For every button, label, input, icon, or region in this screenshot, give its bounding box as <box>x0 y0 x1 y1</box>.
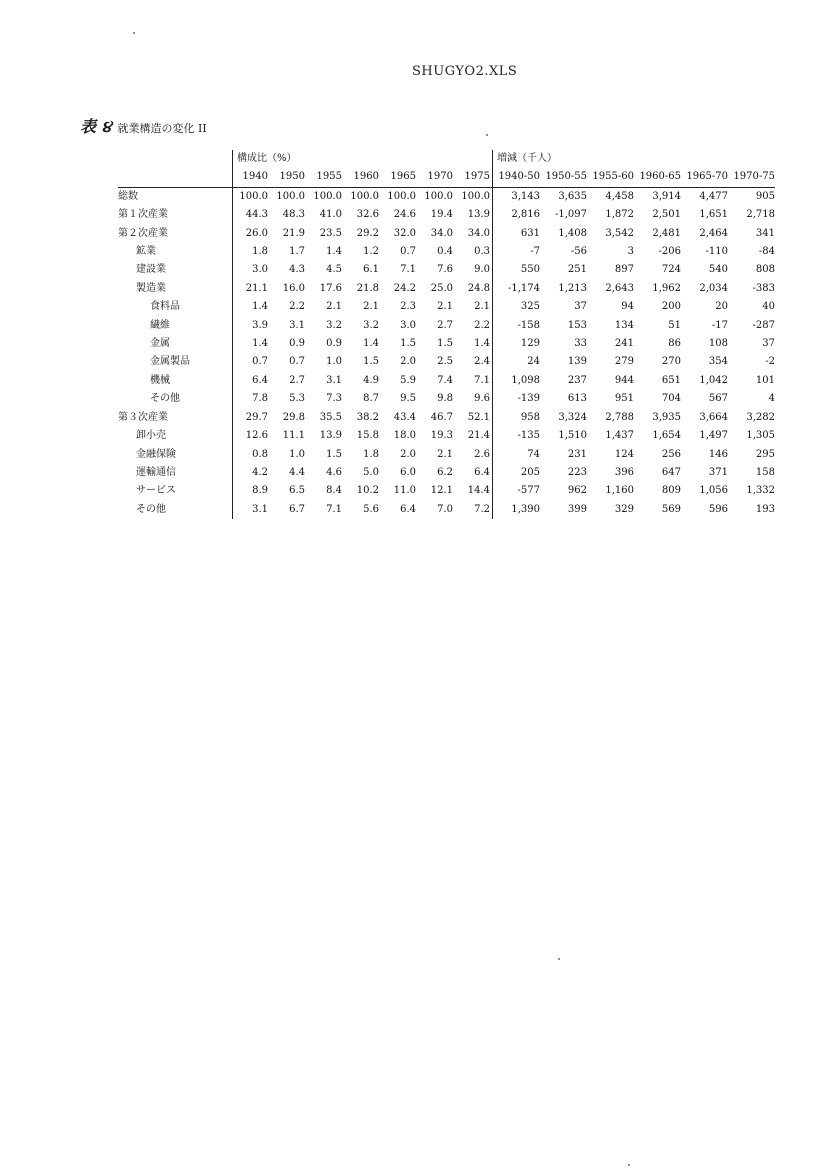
row-label: 第３次産業 <box>118 411 168 423</box>
corner-cell <box>118 150 233 168</box>
ratio-cell: 9.6 <box>474 393 490 405</box>
row-label: 鉱業 <box>136 246 156 258</box>
ratio-cell: 9.5 <box>400 393 416 405</box>
table-row <box>118 464 775 482</box>
ratio-cell: 13.9 <box>467 209 490 221</box>
row-label: サービス <box>136 485 176 497</box>
ratio-cell: 1.4 <box>363 338 379 350</box>
change-cell: -383 <box>752 282 775 294</box>
ratio-cell: 26.0 <box>233 225 271 243</box>
table-row <box>118 390 775 408</box>
scan-speck <box>628 1164 630 1166</box>
ratio-cell: 12.6 <box>233 427 271 445</box>
ratio-cell: 1.5 <box>363 356 379 368</box>
ratio-cell: 1.8 <box>363 448 379 460</box>
ratio-cell: 0.7 <box>233 353 271 371</box>
ratio-cell: 7.1 <box>474 374 490 386</box>
ratio-cell: 12.1 <box>430 485 453 497</box>
change-cell: 20 <box>715 301 728 313</box>
change-period-header: 1955-60 <box>587 168 634 187</box>
change-cell: 2,816 <box>493 206 541 224</box>
change-cell: 3,935 <box>652 411 681 423</box>
change-cell: 613 <box>567 393 587 405</box>
change-cell: 567 <box>708 393 728 405</box>
change-cell: 241 <box>614 338 634 350</box>
row-label: その他 <box>150 393 180 405</box>
ratio-year-header: 1970 <box>418 168 455 187</box>
change-cell: -287 <box>752 319 775 331</box>
change-cell: 4 <box>768 393 775 405</box>
table-row <box>118 335 775 353</box>
ratio-year-header: 1975 <box>455 168 493 187</box>
row-label: その他 <box>136 503 166 515</box>
ratio-cell: 17.6 <box>319 282 342 294</box>
ratio-cell: 15.8 <box>356 430 379 442</box>
ratio-cell: 7.0 <box>437 503 453 515</box>
ratio-year-header: 1960 <box>344 168 381 187</box>
ratio-cell: 2.7 <box>289 374 305 386</box>
change-cell: 94 <box>621 301 634 313</box>
change-cell: -7 <box>493 243 541 261</box>
change-cell: 1,332 <box>746 485 775 497</box>
change-group-header: 増減（千人） <box>493 150 776 168</box>
ratio-cell: 3.9 <box>233 317 271 335</box>
table-row <box>118 353 775 371</box>
ratio-cell: 8.4 <box>326 485 342 497</box>
ratio-cell: 1.4 <box>474 338 490 350</box>
change-cell: 951 <box>614 393 634 405</box>
ratio-cell: 3.0 <box>233 261 271 279</box>
ratio-cell: 6.7 <box>289 503 305 515</box>
ratio-cell: 19.4 <box>430 209 453 221</box>
ratio-cell: 7.8 <box>233 390 271 408</box>
change-cell: 540 <box>708 264 728 276</box>
change-cell: 86 <box>668 338 681 350</box>
change-cell: 569 <box>661 503 681 515</box>
change-cell: 223 <box>567 466 587 478</box>
ratio-cell: 2.2 <box>474 319 490 331</box>
change-cell: 237 <box>567 374 587 386</box>
ratio-group-header: 構成比（%） <box>233 150 493 168</box>
scan-speck <box>558 958 560 960</box>
ratio-cell: 34.0 <box>467 227 490 239</box>
ratio-cell: 2.2 <box>289 301 305 313</box>
ratio-cell: 100.0 <box>387 190 416 202</box>
ratio-cell: 14.4 <box>467 485 490 497</box>
change-cell: -206 <box>658 246 681 258</box>
ratio-cell: 3.1 <box>233 501 271 519</box>
ratio-cell: 1.5 <box>437 338 453 350</box>
change-cell: -1,174 <box>493 280 541 298</box>
change-cell: 153 <box>567 319 587 331</box>
table-row <box>118 298 775 316</box>
file-name: SHUGYO2.XLS <box>412 64 518 79</box>
ratio-cell: 8.7 <box>363 393 379 405</box>
change-period-header: 1940-50 <box>493 168 541 187</box>
ratio-cell: 52.1 <box>467 411 490 423</box>
change-cell: -84 <box>758 246 775 258</box>
ratio-cell: 4.6 <box>326 466 342 478</box>
ratio-cell: 7.1 <box>326 503 342 515</box>
ratio-year-header: 1965 <box>381 168 418 187</box>
ratio-cell: 2.1 <box>437 301 453 313</box>
ratio-year-header: 1955 <box>307 168 344 187</box>
table-row <box>118 261 775 279</box>
change-cell: 962 <box>567 485 587 497</box>
change-cell: 231 <box>567 448 587 460</box>
ratio-cell: 29.8 <box>282 411 305 423</box>
change-cell: 1,872 <box>605 209 634 221</box>
ratio-cell: 6.1 <box>363 264 379 276</box>
change-cell: 134 <box>614 319 634 331</box>
change-cell: 647 <box>661 466 681 478</box>
ratio-cell: 0.4 <box>437 246 453 258</box>
change-cell: 3 <box>627 246 634 258</box>
ratio-cell: 13.9 <box>319 430 342 442</box>
row-label: 第１次産業 <box>118 209 168 221</box>
ratio-cell: 0.9 <box>326 338 342 350</box>
change-cell: 809 <box>661 485 681 497</box>
row-label: 金属 <box>150 338 170 350</box>
ratio-cell: 10.2 <box>356 485 379 497</box>
change-cell: 4,477 <box>699 190 728 202</box>
scan-speck <box>133 32 135 34</box>
ratio-cell: 6.5 <box>289 485 305 497</box>
ratio-cell: 11.1 <box>282 430 305 442</box>
change-cell: 371 <box>708 466 728 478</box>
change-cell: -577 <box>493 482 541 500</box>
ratio-cell: 29.7 <box>233 409 271 427</box>
ratio-cell: 5.0 <box>363 466 379 478</box>
year-header-row <box>118 168 775 187</box>
ratio-cell: 7.3 <box>326 393 342 405</box>
ratio-cell: 29.2 <box>356 227 379 239</box>
change-cell: 1,654 <box>652 430 681 442</box>
ratio-cell: 0.9 <box>289 338 305 350</box>
change-cell: 631 <box>493 225 541 243</box>
change-cell: 329 <box>614 503 634 515</box>
ratio-cell: 3.2 <box>326 319 342 331</box>
row-label: 第２次産業 <box>118 227 168 239</box>
group-header-row <box>118 150 775 168</box>
ratio-cell: 0.7 <box>400 246 416 258</box>
table-row <box>118 501 775 519</box>
row-label: 卸小売 <box>136 430 166 442</box>
table-title-text: 就業構造の変化 II <box>117 122 207 135</box>
row-label: 総数 <box>118 190 138 202</box>
table-body <box>118 150 775 519</box>
ratio-cell: 2.7 <box>437 319 453 331</box>
change-cell: 1,390 <box>493 501 541 519</box>
ratio-cell: 18.0 <box>393 430 416 442</box>
change-cell: 146 <box>708 448 728 460</box>
change-cell: 37 <box>574 301 587 313</box>
ratio-cell: 6.2 <box>437 466 453 478</box>
ratio-cell: 2.6 <box>474 448 490 460</box>
ratio-year-header: 1940 <box>233 168 271 187</box>
table-row <box>118 409 775 427</box>
ratio-cell: 9.8 <box>437 393 453 405</box>
change-cell: 2,501 <box>652 209 681 221</box>
ratio-cell: 23.5 <box>319 227 342 239</box>
change-cell: 1,098 <box>493 372 541 390</box>
change-cell: 1,056 <box>699 485 728 497</box>
change-cell: 37 <box>762 338 775 350</box>
change-cell: 2,481 <box>652 227 681 239</box>
ratio-cell: 1.4 <box>233 298 271 316</box>
change-cell: 897 <box>614 264 634 276</box>
change-cell: 1,042 <box>699 374 728 386</box>
change-cell: 33 <box>574 338 587 350</box>
table-row <box>118 280 775 298</box>
change-cell: -1,097 <box>554 209 587 221</box>
ratio-cell: 41.0 <box>319 209 342 221</box>
change-cell: 139 <box>567 356 587 368</box>
change-cell: 596 <box>708 503 728 515</box>
change-cell: 1,510 <box>558 430 587 442</box>
table-row <box>118 206 775 224</box>
change-cell: 399 <box>567 503 587 515</box>
change-cell: 124 <box>614 448 634 460</box>
change-cell: 958 <box>493 409 541 427</box>
change-cell: 193 <box>755 503 775 515</box>
row-label: 金融保険 <box>136 448 176 460</box>
ratio-cell: 7.6 <box>437 264 453 276</box>
ratio-cell: 7.4 <box>437 374 453 386</box>
change-cell: 3,664 <box>699 411 728 423</box>
ratio-cell: 1.5 <box>400 338 416 350</box>
ratio-cell: 7.1 <box>400 264 416 276</box>
ratio-cell: 1.5 <box>326 448 342 460</box>
ratio-cell: 100.0 <box>313 190 342 202</box>
change-cell: 3,324 <box>558 411 587 423</box>
ratio-cell: 9.0 <box>474 264 490 276</box>
change-cell: 279 <box>614 356 634 368</box>
ratio-cell: 6.0 <box>400 466 416 478</box>
change-cell: -158 <box>493 317 541 335</box>
change-cell: 205 <box>493 464 541 482</box>
corner-cell <box>118 168 233 187</box>
change-cell: 3,914 <box>652 190 681 202</box>
ratio-cell: 48.3 <box>282 209 305 221</box>
change-cell: 270 <box>661 356 681 368</box>
ratio-cell: 1.0 <box>289 448 305 460</box>
ratio-cell: 3.0 <box>400 319 416 331</box>
change-cell: -139 <box>493 390 541 408</box>
ratio-cell: 1.7 <box>289 246 305 258</box>
ratio-cell: 2.4 <box>474 356 490 368</box>
ratio-cell: 1.4 <box>326 246 342 258</box>
change-cell: 905 <box>755 190 775 202</box>
change-cell: 251 <box>567 264 587 276</box>
change-cell: 2,788 <box>605 411 634 423</box>
ratio-cell: 5.3 <box>289 393 305 405</box>
ratio-cell: 34.0 <box>430 227 453 239</box>
change-cell: -56 <box>570 246 587 258</box>
ratio-cell: 21.4 <box>467 430 490 442</box>
change-cell: 1,408 <box>558 227 587 239</box>
table-number: 表 ૪ <box>80 117 112 136</box>
change-cell: 1,160 <box>605 485 634 497</box>
ratio-cell: 0.8 <box>233 446 271 464</box>
ratio-cell: 44.3 <box>233 206 271 224</box>
change-cell: 51 <box>668 319 681 331</box>
employment-structure-table <box>118 150 775 519</box>
ratio-cell: 38.2 <box>356 411 379 423</box>
table-row <box>118 482 775 500</box>
ratio-cell: 3.1 <box>289 319 305 331</box>
ratio-cell: 6.4 <box>233 372 271 390</box>
ratio-cell: 1.8 <box>233 243 271 261</box>
ratio-cell: 21.1 <box>233 280 271 298</box>
change-cell: 108 <box>708 338 728 350</box>
ratio-cell: 2.1 <box>474 301 490 313</box>
table-row <box>118 372 775 390</box>
change-cell: 1,651 <box>699 209 728 221</box>
change-cell: 3,635 <box>558 190 587 202</box>
ratio-cell: 16.0 <box>282 282 305 294</box>
change-cell: 2,718 <box>746 209 775 221</box>
ratio-cell: 6.4 <box>400 503 416 515</box>
ratio-cell: 100.0 <box>424 190 453 202</box>
change-cell: 1,962 <box>652 282 681 294</box>
change-cell: 651 <box>661 374 681 386</box>
change-cell: 3,282 <box>746 411 775 423</box>
change-cell: 256 <box>661 448 681 460</box>
change-cell: 550 <box>493 261 541 279</box>
change-cell: -110 <box>705 246 728 258</box>
change-cell: 325 <box>493 298 541 316</box>
row-label: 運輸通信 <box>136 466 176 478</box>
table-row <box>118 243 775 261</box>
ratio-cell: 21.9 <box>282 227 305 239</box>
ratio-cell: 7.2 <box>474 503 490 515</box>
change-cell: 341 <box>755 227 775 239</box>
ratio-cell: 1.2 <box>363 246 379 258</box>
ratio-cell: 2.5 <box>437 356 453 368</box>
ratio-year-header: 1950 <box>270 168 307 187</box>
ratio-cell: 100.0 <box>461 190 490 202</box>
ratio-cell: 100.0 <box>276 190 305 202</box>
ratio-cell: 4.4 <box>289 466 305 478</box>
ratio-cell: 43.4 <box>393 411 416 423</box>
row-label: 機械 <box>150 374 170 386</box>
ratio-cell: 0.3 <box>474 246 490 258</box>
table-title <box>80 114 207 137</box>
change-cell: 2,034 <box>699 282 728 294</box>
ratio-cell: 2.1 <box>326 301 342 313</box>
change-cell: 1,305 <box>746 430 775 442</box>
row-label: 食料品 <box>150 301 180 313</box>
change-cell: 2,464 <box>699 227 728 239</box>
change-cell: 1,437 <box>605 430 634 442</box>
change-cell: -17 <box>711 319 728 331</box>
table-row <box>118 225 775 243</box>
ratio-cell: 25.0 <box>430 282 453 294</box>
change-cell: 74 <box>493 446 541 464</box>
ratio-cell: 8.9 <box>233 482 271 500</box>
ratio-cell: 32.6 <box>356 209 379 221</box>
change-cell: 354 <box>708 356 728 368</box>
change-cell: 944 <box>614 374 634 386</box>
ratio-cell: 46.7 <box>430 411 453 423</box>
ratio-cell: 1.4 <box>233 335 271 353</box>
change-cell: 3,542 <box>605 227 634 239</box>
change-period-header: 1950-55 <box>540 168 587 187</box>
change-cell: 1,213 <box>558 282 587 294</box>
row-label: 建設業 <box>136 264 166 276</box>
table-row <box>118 187 775 206</box>
ratio-cell: 11.0 <box>393 485 416 497</box>
ratio-cell: 24.2 <box>393 282 416 294</box>
change-period-header: 1970-75 <box>728 168 775 187</box>
row-label: 繊維 <box>150 319 170 331</box>
ratio-cell: 4.5 <box>326 264 342 276</box>
change-cell: 158 <box>755 466 775 478</box>
change-cell: 129 <box>493 335 541 353</box>
ratio-cell: 2.1 <box>437 448 453 460</box>
table-row <box>118 446 775 464</box>
change-cell: 40 <box>762 301 775 313</box>
ratio-cell: 2.3 <box>400 301 416 313</box>
ratio-cell: 100.0 <box>233 187 271 206</box>
ratio-cell: 4.2 <box>233 464 271 482</box>
change-cell: 2,643 <box>605 282 634 294</box>
change-cell: 295 <box>755 448 775 460</box>
ratio-cell: 21.8 <box>356 282 379 294</box>
change-period-header: 1965-70 <box>681 168 728 187</box>
ratio-cell: 1.0 <box>326 356 342 368</box>
ratio-cell: 3.2 <box>363 319 379 331</box>
change-cell: 4,458 <box>605 190 634 202</box>
ratio-cell: 2.1 <box>363 301 379 313</box>
change-period-header: 1960-65 <box>634 168 681 187</box>
ratio-cell: 5.6 <box>363 503 379 515</box>
ratio-cell: 32.0 <box>393 227 416 239</box>
change-cell: -135 <box>493 427 541 445</box>
scan-speck <box>486 134 488 136</box>
ratio-cell: 19.3 <box>430 430 453 442</box>
change-cell: 1,497 <box>699 430 728 442</box>
table-row <box>118 427 775 445</box>
row-label: 金属製品 <box>150 356 190 368</box>
change-cell: 724 <box>661 264 681 276</box>
change-cell: 808 <box>755 264 775 276</box>
ratio-cell: 2.0 <box>400 356 416 368</box>
ratio-cell: 2.0 <box>400 448 416 460</box>
change-cell: 24 <box>493 353 541 371</box>
ratio-cell: 24.8 <box>467 282 490 294</box>
change-cell: 396 <box>614 466 634 478</box>
change-cell: 101 <box>755 374 775 386</box>
change-cell: -2 <box>765 356 775 368</box>
ratio-cell: 5.9 <box>400 374 416 386</box>
ratio-cell: 0.7 <box>289 356 305 368</box>
ratio-cell: 24.6 <box>393 209 416 221</box>
ratio-cell: 4.9 <box>363 374 379 386</box>
ratio-cell: 6.4 <box>474 466 490 478</box>
ratio-cell: 100.0 <box>350 190 379 202</box>
row-label: 製造業 <box>136 282 166 294</box>
ratio-cell: 4.3 <box>289 264 305 276</box>
ratio-cell: 35.5 <box>319 411 342 423</box>
table-row <box>118 317 775 335</box>
change-cell: 200 <box>661 301 681 313</box>
change-cell: 704 <box>661 393 681 405</box>
ratio-cell: 3.1 <box>326 374 342 386</box>
change-cell: 3,143 <box>493 187 541 206</box>
